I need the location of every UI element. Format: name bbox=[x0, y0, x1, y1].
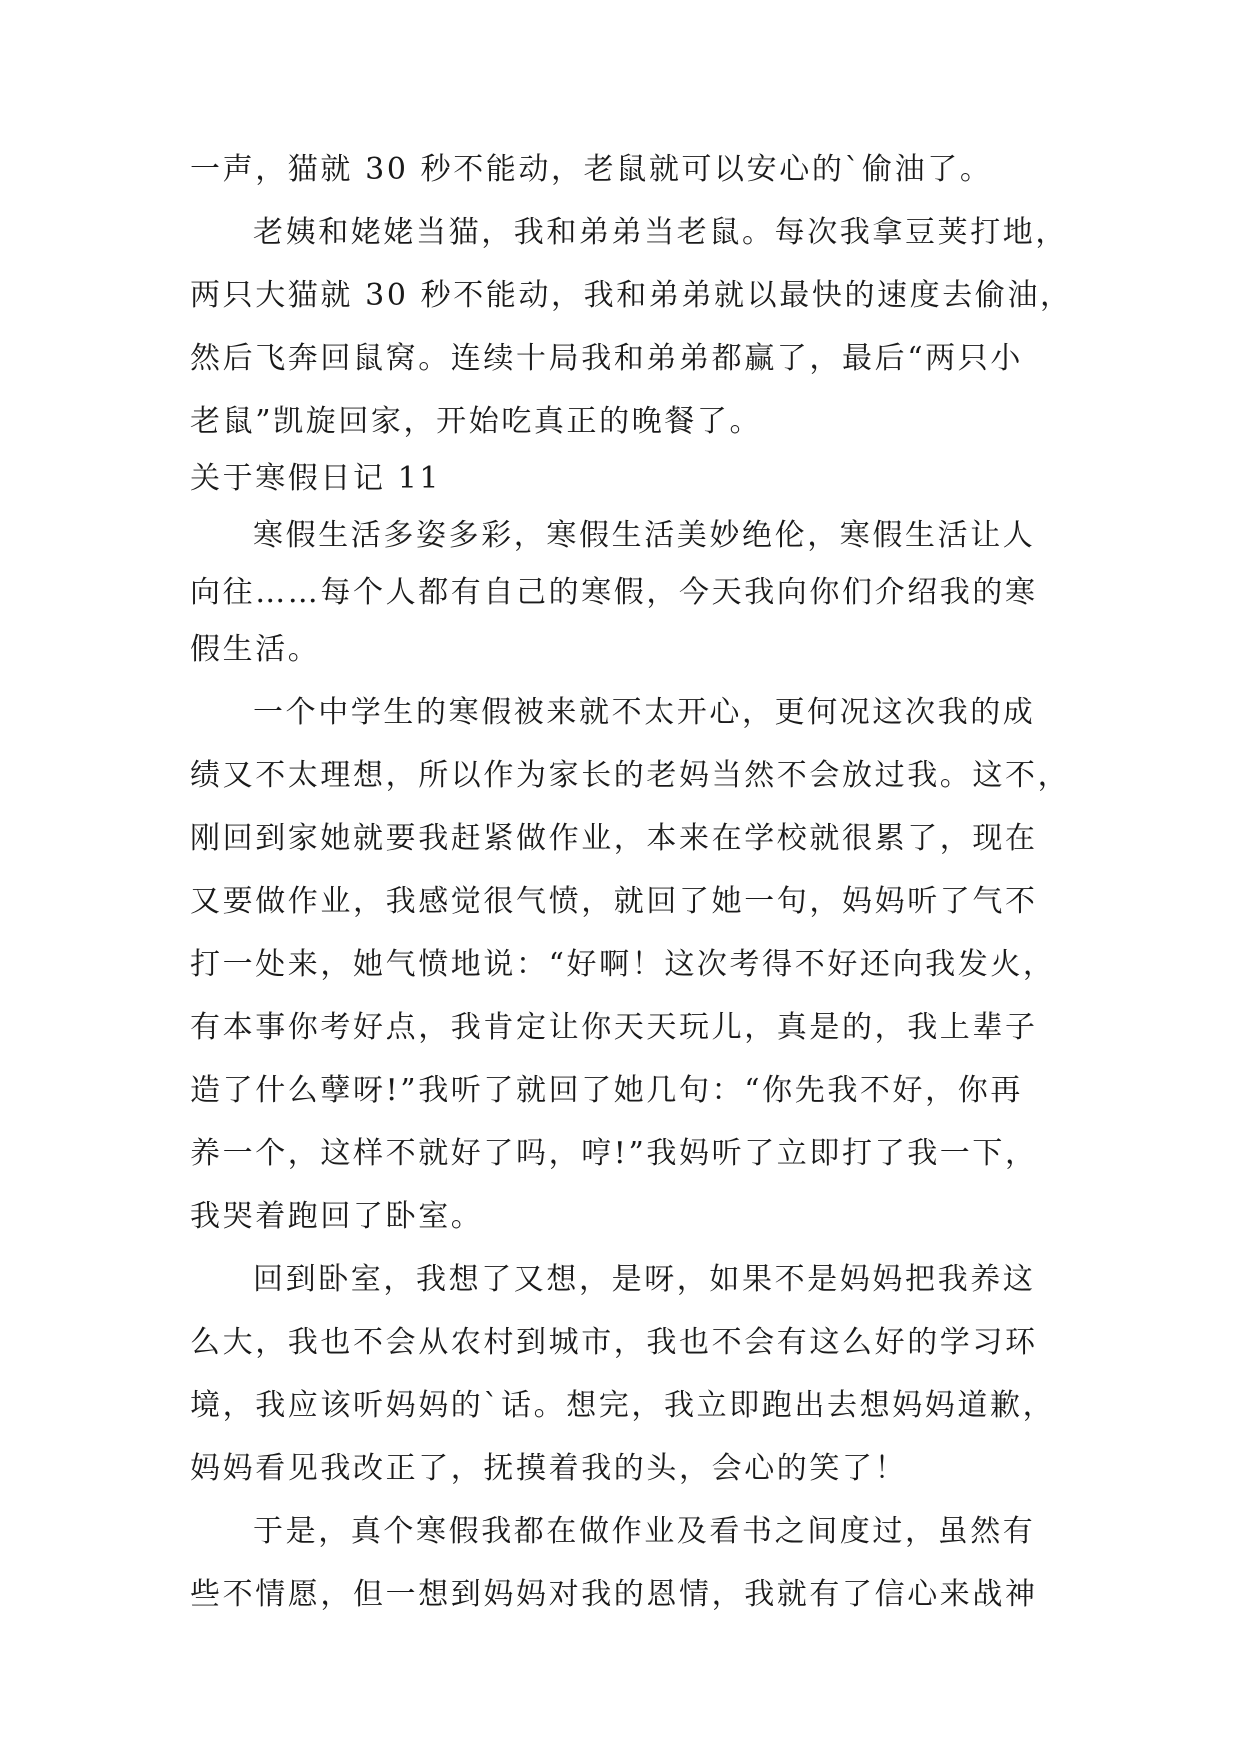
paragraph-line: 有本事你考好点，我肯定让你天天玩儿，真是的，我上辈子 bbox=[190, 1010, 1038, 1045]
paragraph-line: 老鼠”凯旋回家，开始吃真正的晚餐了。 bbox=[190, 404, 763, 439]
paragraph-line: 于是，真个寒假我都在做作业及看书之间度过，虽然有 bbox=[253, 1514, 1036, 1549]
paragraph-line: 造了什么孽呀!”我听了就回了她几句：“你先我不好，你再 bbox=[190, 1073, 1023, 1108]
paragraph-line: 假生活。 bbox=[190, 632, 321, 667]
paragraph-line: 然后飞奔回鼠窝。连续十局我和弟弟都赢了，最后“两只小 bbox=[190, 341, 1023, 376]
paragraph-line: 回到卧室，我想了又想，是呀，如果不是妈妈把我养这 bbox=[253, 1262, 1036, 1297]
paragraph-line: 刚回到家她就要我赶紧做作业，本来在学校就很累了，现在 bbox=[190, 821, 1038, 856]
paragraph-line: 又要做作业，我感觉很气愤，就回了她一句，妈妈听了气不 bbox=[190, 884, 1038, 919]
paragraph-line: 向往……每个人都有自己的寒假，今天我向你们介绍我的寒 bbox=[190, 575, 1038, 610]
paragraph-line: 么大，我也不会从农村到城市，我也不会有这么好的学习环 bbox=[190, 1325, 1038, 1360]
paragraph-line: 我哭着跑回了卧室。 bbox=[190, 1199, 484, 1234]
paragraph-line: 些不情愿，但一想到妈妈对我的恩情，我就有了信心来战神 bbox=[190, 1577, 1038, 1612]
paragraph-line: 绩又不太理想，所以作为家长的老妈当然不会放过我。这不， bbox=[190, 758, 1071, 793]
section-title: 关于寒假日记 11 bbox=[190, 461, 442, 496]
paragraph-line: 寒假生活多姿多彩，寒假生活美妙绝伦，寒假生活让人 bbox=[253, 518, 1036, 553]
paragraph-line: 妈妈看见我改正了，抚摸着我的头，会心的笑了！ bbox=[190, 1451, 908, 1486]
paragraph-line: 养一个，这样不就好了吗，哼!”我妈听了立即打了我一下， bbox=[190, 1136, 1038, 1171]
paragraph-line: 两只大猫就 30 秒不能动，我和弟弟就以最快的速度去偷油， bbox=[190, 278, 1073, 313]
paragraph-line: 境，我应该听妈妈的`话。想完，我立即跑出去想妈妈道歉， bbox=[190, 1388, 1056, 1423]
paragraph-line: 一声，猫就 30 秒不能动，老鼠就可以安心的`偷油了。 bbox=[190, 152, 993, 187]
paragraph-line: 打一处来，她气愤地说：“好啊！这次考得不好还向我发火， bbox=[190, 947, 1056, 982]
paragraph-line: 老姨和姥姥当猫，我和弟弟当老鼠。每次我拿豆荚打地， bbox=[253, 215, 1068, 250]
paragraph-line: 一个中学生的寒假被来就不太开心，更何况这次我的成 bbox=[253, 695, 1036, 730]
